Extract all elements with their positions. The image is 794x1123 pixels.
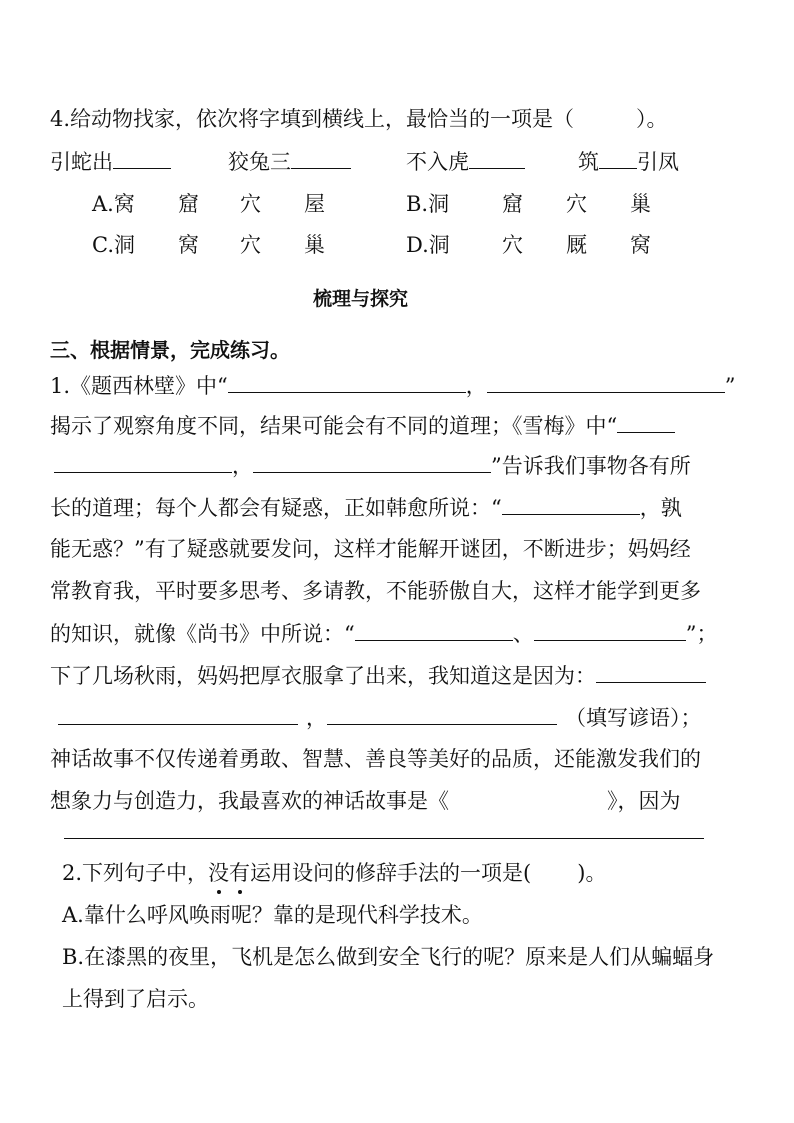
q1-line-2 — [50, 410, 675, 441]
q1-text: 想象力与创造力，我最喜欢的神话故事是《 — [50, 789, 449, 813]
q2-text: )。 — [577, 861, 607, 885]
q1-text: ”告诉我们事物各有所 — [491, 454, 691, 478]
q1-text: 长的道理；每个人都会有疑惑，正如韩愈所说：“ — [50, 496, 502, 520]
q1-text: 、 — [512, 622, 534, 646]
q1-line-1 — [50, 370, 736, 401]
section-title: 梳理与探究 — [313, 288, 409, 310]
idiom-blank[interactable] — [599, 146, 637, 169]
fill-blank[interactable] — [327, 702, 557, 725]
fill-blank[interactable] — [502, 492, 640, 515]
part3-heading: 三、根据情景，完成练习。 — [50, 338, 290, 362]
q4-idiom-3 — [406, 146, 525, 177]
option-b-char: 窟 — [502, 192, 523, 216]
q1-text: ，孰 — [639, 496, 682, 520]
option-a-char: 穴 — [240, 192, 261, 216]
q1-text: ” — [724, 374, 736, 398]
q1-line-11 — [50, 786, 681, 816]
q2-option-b-cont: 上得到了启示。 — [62, 987, 209, 1011]
q1-line-6: 常教育我，平时要多思考、多请教，不能骄傲自大，这样才能学到更多 — [50, 579, 701, 603]
option-d-label[interactable]: D.洞 — [406, 233, 450, 257]
q4-stem — [50, 104, 668, 134]
fill-blank[interactable] — [617, 410, 675, 433]
q1-line-8 — [50, 660, 706, 691]
idiom-text: 不入虎 — [406, 150, 469, 174]
q2-text: 运用设问的修辞手法的一项是( — [250, 861, 532, 885]
q1-text: ”； — [685, 622, 718, 646]
emphasis-char: 没 — [208, 858, 229, 888]
q2-option-b[interactable]: B.在漆黑的夜里，飞机是怎么做到安全飞行的呢？原来是人们从蝙蝠身 — [62, 945, 715, 969]
q1-text: ， — [465, 374, 487, 398]
fill-blank[interactable] — [54, 450, 232, 473]
option-b-char: 巢 — [630, 192, 651, 216]
fill-blank[interactable] — [487, 370, 725, 393]
idiom-text: 引蛇出 — [50, 150, 113, 174]
q4-idiom-2 — [228, 146, 351, 177]
q1-text: 的知识，就像《尚书》中所说：“ — [50, 622, 355, 646]
q1-line-7 — [50, 618, 718, 649]
emphasis-char: 有 — [229, 858, 250, 888]
q1-text: （填写谚语）； — [565, 706, 702, 730]
option-c-char: 窝 — [178, 233, 199, 257]
q2-stem — [62, 858, 606, 888]
idiom-text: 狡兔三 — [228, 150, 291, 174]
idiom-blank[interactable] — [291, 146, 351, 169]
q1-text: ， — [232, 454, 253, 478]
q1-line-9 — [50, 702, 702, 733]
q4-idiom-4 — [578, 146, 679, 177]
fill-blank[interactable] — [534, 618, 686, 641]
q2-text: 2.下列句子中， — [62, 861, 209, 885]
option-b-char: 穴 — [566, 192, 587, 216]
q1-text: 》，因为 — [607, 789, 681, 813]
fill-blank[interactable] — [58, 702, 298, 725]
q1-line-10: 神话故事不仅传递着勇敢、智慧、善良等美好的品质，还能激发我们的 — [50, 747, 701, 771]
q1-line-5: 能无惑？”有了疑惑就要发问，这样才能解开谜团，不断进步；妈妈经 — [50, 537, 691, 561]
fill-blank[interactable] — [596, 660, 706, 683]
option-d-char: 穴 — [502, 233, 523, 257]
option-d-char: 窝 — [630, 233, 651, 257]
q1-line-4 — [50, 492, 682, 523]
idiom-text: 筑 — [578, 150, 599, 174]
q2-option-a[interactable]: A.靠什么呼风唤雨呢？靠的是现代科学技术。 — [62, 903, 483, 927]
q4-stem-end: ）。 — [636, 107, 668, 131]
q4-stem-text: 4.给动物找家，依次将字填到横线上，最恰当的一项是（ — [50, 107, 575, 131]
option-b-label[interactable]: B.洞 — [406, 192, 450, 216]
q4-idiom-1 — [50, 146, 171, 177]
idiom-blank[interactable] — [469, 146, 525, 169]
option-a-label[interactable]: A.窝 — [92, 192, 135, 216]
fill-blank[interactable] — [253, 450, 491, 473]
option-d-char: 厩 — [566, 233, 587, 257]
fill-blank[interactable] — [228, 370, 466, 393]
q1-text: 1.《题西林壁》中“ — [50, 374, 228, 398]
q1-line-3 — [50, 450, 691, 481]
idiom-blank[interactable] — [113, 146, 171, 169]
option-a-char: 窟 — [178, 192, 199, 216]
option-c-char: 巢 — [304, 233, 325, 257]
option-c-label[interactable]: C.洞 — [92, 233, 135, 257]
reason-blank[interactable] — [64, 838, 704, 839]
fill-blank[interactable] — [355, 618, 513, 641]
q1-text: 下了几场秋雨，妈妈把厚衣服拿了出来，我知道这是因为： — [50, 664, 596, 688]
option-c-char: 穴 — [240, 233, 261, 257]
idiom-text: 引凤 — [637, 150, 679, 174]
q1-text: ， — [306, 706, 327, 730]
option-a-char: 屋 — [304, 192, 325, 216]
q1-text: 揭示了观察角度不同，结果可能会有不同的道理；《雪梅》中“ — [50, 414, 618, 438]
